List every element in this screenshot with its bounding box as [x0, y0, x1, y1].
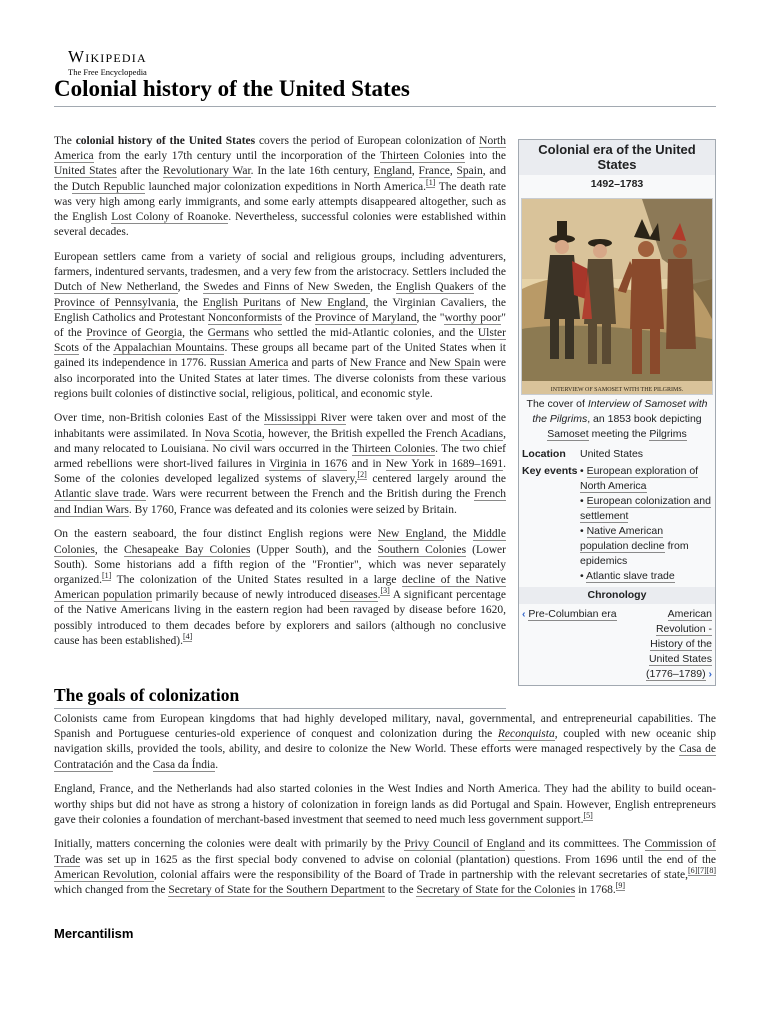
wikipedia-logo[interactable]: [68, 48, 147, 77]
link-diseases[interactable]: diseases: [339, 589, 378, 602]
chronology-next[interactable]: [622, 607, 712, 682]
infobox: [518, 139, 716, 686]
event-rest: from epidemics: [580, 540, 689, 567]
citation-1b[interactable]: [1]: [102, 571, 112, 581]
link-new-spain[interactable]: New Spain: [429, 357, 481, 370]
event-link[interactable]: European colonization and settlement: [580, 495, 711, 522]
link-france[interactable]: France: [418, 165, 450, 178]
lead-paragraph-4: On the eastern seaboard, the four distinct English regions were New England, the Middle Colonies, the Chesapeake Bay Colonies (Upper South), and the Southern Colonies (Lower South). Some historians add a fifth region of the "Frontier", which was never separately organized.[1] The colonization of the United States resulted in a large decline of the Native American population primarily because of newly introduced diseases.[3] A significant percentage of the Native Americans living in the eastern region had been ravaged by disease before 1620, possibly introduced to them decades before by explorers and sailors (although no conclusive cause has been established).[4]: [54, 528, 506, 647]
link-english-quakers[interactable]: English Quakers: [395, 281, 474, 294]
caption-mid: , an 1853 book depicting: [587, 413, 702, 425]
link-united-states[interactable]: United States: [54, 165, 117, 178]
link-american-revolution[interactable]: American Revolution - History of the United States (1776–1789): [646, 608, 712, 680]
link-secretary-southern-department[interactable]: Secretary of State for the Southern Department: [168, 884, 385, 897]
link-new-england[interactable]: New England: [300, 296, 366, 309]
link-province-of-georgia[interactable]: Province of Georgia: [86, 326, 183, 339]
list-item: [580, 494, 712, 524]
section-heading-mercantilism: Mercantilism: [54, 926, 134, 941]
chronology-header: Chronology: [519, 587, 715, 604]
logo-tagline: The Free Encyclopedia: [68, 67, 147, 77]
caption-book-title: Interview of Samoset with the Pilgrims: [532, 398, 708, 425]
link-southern-colonies[interactable]: Southern Colonies: [377, 543, 467, 556]
list-item: [580, 464, 712, 494]
link-atlantic-slave-trade[interactable]: Atlantic slave trade: [54, 488, 146, 501]
link-germans[interactable]: Germans: [207, 326, 250, 339]
link-province-of-maryland[interactable]: Province of Maryland: [315, 311, 417, 324]
goals-paragraph-1: Colonists came from European kingdoms that had highly developed military, naval, governmental, and entrepreneurial capabilities. The Spanish and Portuguese centuries-old experience of conquest and colonization during the Reconquista, coupled with new oceanic ship navigation skills, provided the tools, ability, and desire to colonize the New World. These efforts were managed respectively by the Casa de Contratación and the Casa da Índia.: [54, 713, 717, 771]
link-samoset[interactable]: Samoset: [547, 428, 589, 440]
infobox-title: Colonial era of the United States: [519, 140, 715, 175]
chevron-left-icon: ‹: [522, 608, 526, 620]
citation-3[interactable]: [3]: [380, 586, 390, 596]
link-reconquista[interactable]: Reconquista: [497, 728, 555, 741]
section-heading-goals: The goals of colonization: [54, 684, 506, 709]
link-worthy-poor[interactable]: worthy poor: [444, 311, 502, 324]
link-thirteen-colonies[interactable]: Thirteen Colonies: [380, 150, 465, 163]
link-revolutionary-war[interactable]: Revolutionary War: [163, 165, 251, 178]
link-acadians[interactable]: Acadians: [460, 427, 504, 440]
list-item: [580, 524, 712, 569]
link-new-england-2[interactable]: New England: [377, 528, 444, 541]
event-link[interactable]: Atlantic slave trade: [586, 570, 675, 582]
link-thirteen-colonies-2[interactable]: Thirteen Colonies: [351, 442, 436, 455]
link-new-france[interactable]: New France: [349, 357, 407, 370]
link-england[interactable]: England: [373, 165, 412, 178]
link-nonconformists[interactable]: Nonconformists: [207, 311, 282, 324]
caption-and: meeting the: [588, 428, 650, 440]
image-banner: INTERVIEW OF SAMOSET WITH THE PILGRIMS.: [550, 387, 684, 393]
lead-paragraph-2: European settlers came from a variety of social and religious groups, including adventurers, farmers, indentured servants, tradesmen, and a very few from the aristocracy. Settlers included the Dutch of New Netherland, the Swedes and Finns of New Sweden, the English Quakers of the Province of Pennsylvania, the English Puritans of New England, the Virginian Cavaliers, the English Catholics and Protestant Nonconformists of the Province of Maryland, the "worthy poor" of the Province of Georgia, the Germans who settled the mid-Atlantic colonies, and the Ulster Scots of the Appalachian Mountains. These groups all became part of the United States when it gained its independence in 1776. Russian America and parts of New France and New Spain were also incorporated into the United States at later times. The diverse colonists from these various regions built colonies of distinctive social, religious, political, and economic style.: [54, 250, 507, 400]
events-label: Key events: [522, 465, 578, 477]
lead-section: [54, 134, 506, 659]
link-casa-de-contratacion[interactable]: Casa de Contratación: [54, 743, 716, 771]
citation-6-8[interactable]: [6][7][8]: [688, 866, 716, 875]
link-appalachian-mountains[interactable]: Appalachian Mountains: [113, 342, 225, 355]
chronology-nav: [519, 604, 715, 685]
event-link[interactable]: Native American population decline: [580, 525, 665, 552]
location-label: Location: [522, 448, 566, 460]
link-mississippi-river[interactable]: Mississippi River: [263, 412, 347, 425]
infobox-row-events: [519, 463, 715, 585]
infobox-dates: 1492–1783: [590, 178, 644, 190]
link-chesapeake-bay-colonies[interactable]: Chesapeake Bay Colonies: [123, 543, 251, 556]
infobox-image[interactable]: [521, 198, 713, 395]
caption-pre: The cover of: [526, 398, 588, 410]
citation-4[interactable]: [4]: [183, 631, 193, 641]
link-province-of-pennsylvania[interactable]: Province of Pennsylvania: [54, 296, 176, 309]
link-lost-colony-of-roanoke[interactable]: Lost Colony of Roanoke: [111, 211, 229, 224]
lead-paragraph-3: Over time, non-British colonies East of the Mississippi River were taken over and most of the inhabitants were assimilated. In Nova Scotia, however, the British expelled the French Acadians, and many relocated to Louisiana. No civil wars occurred in the Thirteen Colonies. The two chief armed rebellions were short-lived failures in Virginia in 1676 and in New York in 1689–1691. Some of the colonies developed legalized systems of slavery,[2] centered largely around the Atlantic slave trade. Wars were recurrent between the French and the British during the French and Indian Wars. By 1760, France was defeated and its colonies were seized by Britain.: [54, 412, 507, 516]
lead-paragraph-1: The colonial history of the United States covers the period of European colonization of North America from the early 17th century until the incorporation of the Thirteen Colonies into the United States after the Revolutionary War. In the late 16th century, England, France, Spain, and the Dutch Republic launched major colonization expeditions in North America.[1] The death rate was very high among early immigrants, and some early attempts disappeared altogether, such as the English Lost Colony of Roanoke. Nevertheless, successful colonies were established within several decades.: [54, 135, 507, 239]
link-privy-council[interactable]: Privy Council of England: [404, 838, 525, 851]
samoset-illustration: [522, 199, 712, 394]
link-russian-america[interactable]: Russian America: [209, 357, 289, 370]
link-french-and-indian-wars[interactable]: French and Indian Wars: [54, 488, 506, 516]
link-middle-colonies[interactable]: Middle Colonies: [54, 528, 506, 556]
link-casa-da-india[interactable]: Casa da Índia: [152, 758, 216, 771]
link-english-puritans[interactable]: English Puritans: [202, 296, 281, 309]
link-decline-native-american-population[interactable]: decline of the Native American population: [54, 573, 506, 602]
link-nova-scotia[interactable]: Nova Scotia: [204, 427, 262, 440]
link-north-america[interactable]: North America: [54, 135, 506, 163]
link-virginia-1676[interactable]: Virginia in 1676: [269, 458, 348, 471]
link-dutch-of-new-netherland[interactable]: Dutch of New Netherland: [54, 281, 178, 294]
citation-9[interactable]: [9]: [615, 881, 626, 891]
link-ulster-scots[interactable]: Ulster Scots: [54, 326, 506, 355]
link-secretary-for-colonies[interactable]: Secretary of State for the Colonies: [416, 884, 576, 897]
link-commission-of-trade[interactable]: Commission of Trade: [54, 838, 716, 866]
chronology-prev[interactable]: [522, 607, 617, 682]
link-pilgrims[interactable]: Pilgrims: [649, 428, 687, 440]
link-spain[interactable]: Spain: [456, 165, 483, 178]
chevron-right-icon: ›: [708, 668, 712, 680]
goals-paragraph-3: Initially, matters concerning the colonies were dealt with primarily by the Privy Council of England and its committees. The Commission of Trade was set up in 1625 as the first special body convened to advise on colonial (plantation) questions. From 1696 until the end of the American Revolution, colonial affairs were the responsibility of the Board of Trade in partnership with the relevant secretaries of state,[6][7][8] which changed from the Secretary of State for the Southern Department to the Secretary of State for the Colonies in 1768.[9]: [54, 838, 716, 897]
infobox-row-location: [519, 446, 715, 463]
citation-5[interactable]: [5]: [583, 810, 593, 820]
link-american-revolution-2[interactable]: American Revolution: [54, 868, 155, 881]
goals-paragraph-2: England, France, and the Netherlands had also started colonies in the West Indies and North America. They had the ability to build ocean-worthy ships but did not have as strong a history of colonization in foreign lands as did Portugal and Spain. However, English entrepreneurs gave their colonies a foundation of merchant-based investment that seemed to need much less government support.[5]: [54, 783, 716, 826]
citation-1[interactable]: [1]: [426, 177, 436, 187]
event-link[interactable]: European exploration of North America: [580, 465, 699, 492]
link-dutch-republic[interactable]: Dutch Republic: [71, 180, 145, 193]
location-value: United States: [580, 448, 644, 460]
link-pre-columbian-era[interactable]: Pre-Columbian era: [528, 608, 617, 620]
list-item: [580, 569, 712, 584]
logo-wordmark: Wikipedia: [68, 47, 147, 66]
goals-section: [54, 712, 716, 908]
infobox-caption: [519, 395, 715, 446]
link-new-york-1689[interactable]: New York in 1689–1691: [385, 458, 504, 471]
page-title: Colonial history of the United States: [54, 74, 716, 107]
events-list: [580, 464, 715, 584]
link-swedes-and-finns[interactable]: Swedes and Finns of New Sweden: [203, 281, 371, 294]
citation-2[interactable]: [2]: [357, 470, 367, 480]
